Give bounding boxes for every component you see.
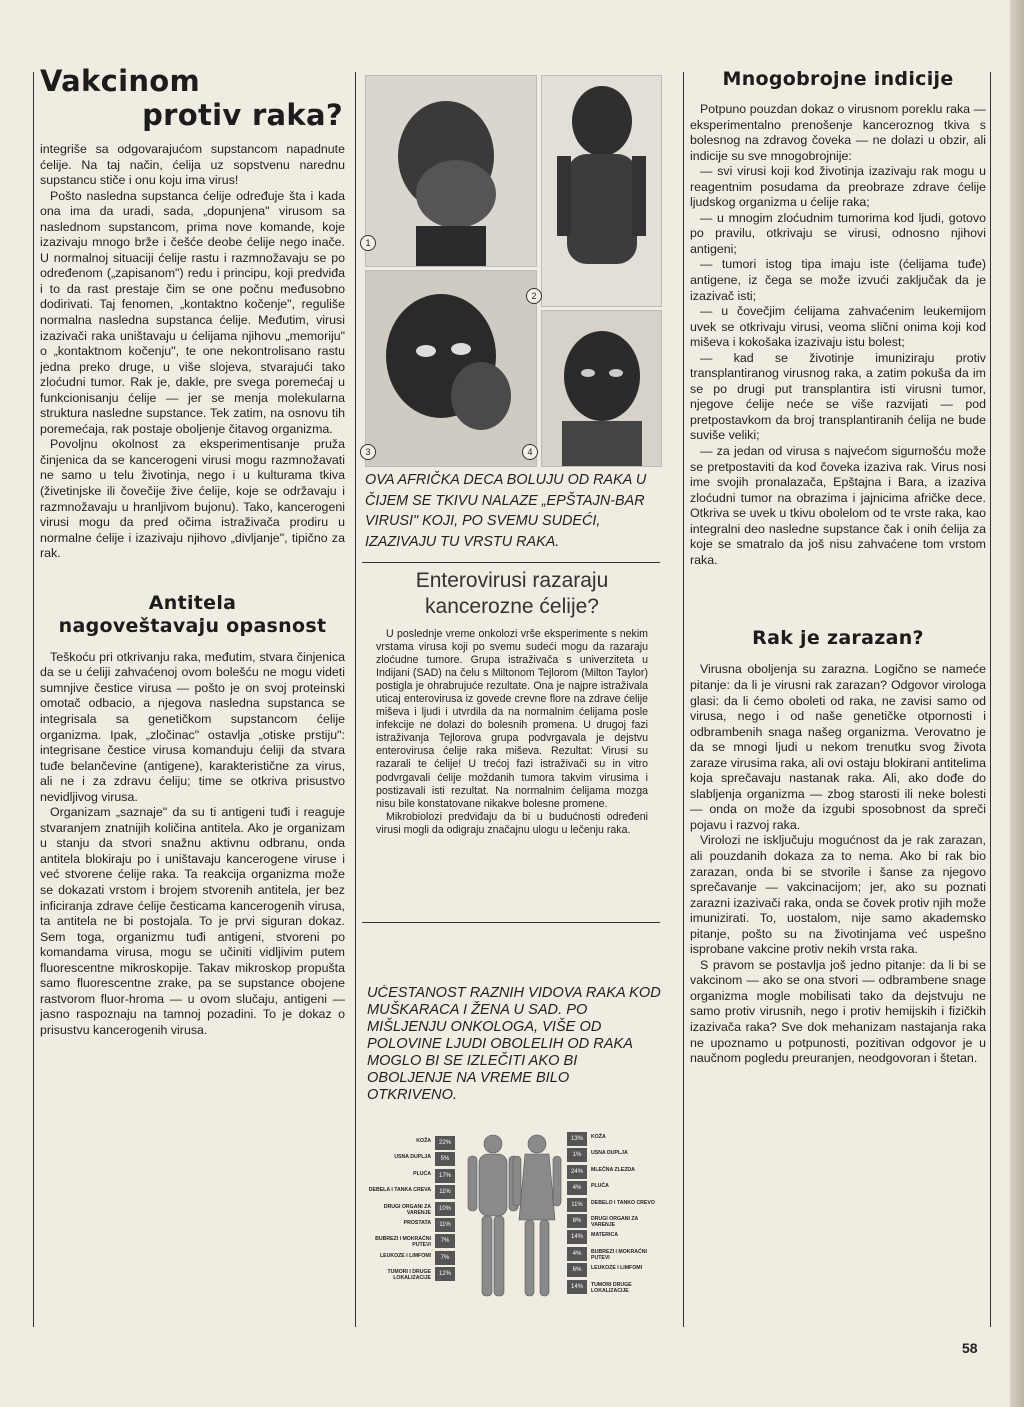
right-body-part2 bbox=[690, 662, 986, 1066]
chart-row-men bbox=[365, 1218, 465, 1232]
photo-child-4-image bbox=[542, 311, 661, 466]
photo-child-4 bbox=[541, 310, 662, 467]
chart-label: PLUĆA bbox=[591, 1183, 609, 1190]
chart-row-men bbox=[365, 1185, 465, 1199]
paragraph: — u mnogim zloćudnim tumorima kod ljudi, gotovo po pravilu, otkrivaju se virusi, odnosno njihovi antigeni; bbox=[690, 210, 986, 256]
chart-value: 12% bbox=[435, 1267, 455, 1281]
chart-row-men bbox=[365, 1169, 465, 1183]
chart-row-women bbox=[567, 1181, 665, 1195]
chart-row-women bbox=[567, 1280, 665, 1294]
photo-caption: OVA AFRIČKA DECA BOLUJU OD RAKA U ČIJEM SE TKIVU NALAZE „EPŠTAJN-BAR VIRUSI" KOJI, PO SVEMU SUDEĆI, IZAZIVAJU TU VRSTU RAKA. bbox=[365, 472, 647, 550]
right-subhead: Rak je zarazan? bbox=[752, 627, 924, 650]
chart-label: LEUKOZE I LIMFOMI bbox=[591, 1265, 643, 1272]
rule-mid-left bbox=[355, 72, 356, 1327]
article-title-line2: protiv raka? bbox=[142, 98, 343, 132]
chart-caption: UČESTANOST RAZNIH VIDOVA RAKA KOD MUŠKARACA I ŽENA U SAD. PO MIŠLJENJU ONKOLOGA, VIŠE OD POLOVINE LJUDI OBOLELIH OD RAKA MOGLO BI SE IZLEČITI AKO BI OBOLJENJE NA VREME BILO OTKRIVENO. bbox=[367, 985, 661, 1103]
subhead-line2: nagoveštavaju opasnost bbox=[58, 614, 327, 637]
chart-value: 10% bbox=[435, 1202, 455, 1216]
article-title-line1: Vakcinom bbox=[40, 64, 201, 98]
chart-row-women bbox=[567, 1132, 665, 1146]
paragraph: Mikrobiolozi predviđaju da bi u budućnosti određeni virusi mogli da odigraju značajnu ulogu u lečenju raka. bbox=[376, 810, 648, 836]
paragraph: Teškoću pri otkrivanju raka, međutim, stvara činjenica da se u ćeliji zahvaćenoj ovom bolešću ne mogu videti sumnjive čestice virusa — pošto je on svoj proteinski omotač odbacio, a njegova nasledna supstanca se integrisala sa genetičkom supstancom ćelije organizma. Ipak, „zločinac" ostavlja „otiske prstiju": integrisane čestice virusa komanduju ćeliji da stvara tuđe belančevine (antigene), karakteristične za virus, ali ne i za zdravu ćeliju; time se otkriva prisustvo nevidljivog virusa. bbox=[40, 649, 345, 804]
chart-label: LEUKOZE I LIMFOMI bbox=[379, 1252, 431, 1259]
box-title-line1: Enterovirusi razaraju bbox=[415, 569, 609, 592]
chart-row-women bbox=[567, 1198, 665, 1212]
chart-value: 7% bbox=[435, 1234, 455, 1248]
paragraph: — tumori istog tipa imaju iste (ćelijama tuđe) antigene, iz čega se može izvući zaključak da je izazivač isti; bbox=[690, 257, 986, 303]
chart-value: 4% bbox=[567, 1247, 587, 1261]
chart-value: 22% bbox=[435, 1136, 455, 1150]
photo-number-1: 1 bbox=[360, 235, 376, 251]
rule-mid-right bbox=[683, 72, 684, 1327]
box-rule-top bbox=[362, 562, 660, 563]
chart-value: 11% bbox=[435, 1185, 455, 1199]
box-rule-bottom bbox=[362, 922, 660, 923]
photo-child-3-image bbox=[366, 271, 536, 466]
chart-label: DRUGI ORGANI ZA VARENJE bbox=[591, 1216, 639, 1228]
chart-row-men bbox=[365, 1234, 465, 1248]
right-column bbox=[690, 66, 986, 1306]
chart-row-men bbox=[365, 1152, 465, 1166]
chart-label: TUMORI DRUGE LOKALIZACIJE bbox=[591, 1281, 632, 1294]
chart-label: KOŽA bbox=[591, 1134, 606, 1140]
photo-child-1 bbox=[365, 75, 537, 267]
chart-label: TUMORI I DRUGE LOKALIZACIJE bbox=[387, 1269, 431, 1282]
chart-label: DRUGI ORGANI ZA VARENJE bbox=[383, 1203, 431, 1216]
box-title-line2: kancerozne ćelije? bbox=[425, 595, 599, 618]
right-title: Mnogobrojne indicije bbox=[722, 68, 954, 90]
right-body-part1 bbox=[690, 102, 986, 568]
subhead bbox=[40, 592, 345, 638]
paragraph: Potpuno pouzdan dokaz o virusnom poreklu raka — eksperimentalno prenošenje kanceroznog tkiva s bolesnog na zdravog čoveka — ne dolazi u obzir, ali indicije su sve mnogobrojnije: bbox=[690, 102, 986, 163]
chart-label: DEBELO I TANKO CREVO bbox=[591, 1199, 655, 1206]
paragraph: integriše sa odgovarajućom supstancom napadnute ćelije. Na taj način, ćelija uz sopstvenu narednu supstancu stiče i onu koju ima virus! bbox=[40, 142, 345, 188]
chart-value: 7% bbox=[435, 1251, 455, 1265]
paragraph: Organizam „saznaje" da su ti antigeni tuđi i reaguje stvaranjem znatnijih količina antitela. Ako je organizam u stanju da stvori snažnu aktivnu odbranu, onda antitela blokiraju po i uništavaju kancerogene viruse i već stvorene ćelije raka. Ta reakcija organizma može se dokazati vrstom i brojem stvorenih antitela, jer bez inficiranja zdrave ćelije česticama kancerogenih virusa, ta antitela ne bi postojala. To je prvi siguran dokaz. Sem toga, organizmu tuđi antigeni, stvoreni po komandama virusa, mogu se učiniti vidljivim putem fluorescentne mikroskopije. Takav mikroskop propušta samo fluorescentne zrake, pa se supstance obojene rastvorom fluor-hroma — u ovom slučaju, antigeni — jasno raspoznaju na tamnoj pozadini. To je dokaz o prisustvu kancerogenih virusa. bbox=[40, 805, 345, 1037]
photo-child-1-image bbox=[366, 76, 536, 266]
photo-number-3: 3 bbox=[360, 444, 376, 460]
chart-row-women bbox=[567, 1230, 665, 1244]
chart-value: 4% bbox=[567, 1181, 587, 1195]
paragraph: Povoljnu okolnost za eksperimentisanje pruža činjenica da se kancerogeni virusi mogu razmnožavati ne samo u telu životinja, nego i u kulturama tkiva (živetinjske ili čovečije žive ćelije, koje se održavaju i razmnožavaju u hranljivom bujonu). Tako, kancerogeni virusi mogu da pred očima istraživača prodiru u normalne ćelije i izazivaju njihovo „divljanje", tipično za rak. bbox=[40, 437, 345, 561]
chart-value: 11% bbox=[567, 1198, 587, 1212]
paragraph: U poslednje vreme onkolozi vrše eksperimente s nekim vrstama virusa koji po svemu sudeći mogu da razaraju zloćudne tumore. Grupa istraživača s univerziteta u Indijani (SAD) na čelu s Miltonom Tejlorom (Milton Taylor) postigla je ohrabrujuće rezultate. Ona je najpre istraživala uticaj enterovirusa iz govede crevne flore na zdrave ćelije miševa i ljudi i utvrdila da na normalnim ćelijama posle infekcije ne dolazi do bolesnih promena. U drugoj fazi istraživanja Tejlorova grupa podvrgavala je dejstvu enterovirusa ćelije raka miševa. Rezultat: Virusi su razarali te ćelije! U trećoj fazi istraživači su in vitro podvrgavali ćelije moždanih tumora takvim virusima i postizavali isti rezultat. Na normalnim ćelijama mozga nisu bile konstatovane nikakve bolesne promene. bbox=[376, 628, 648, 810]
box-body bbox=[362, 628, 662, 837]
chart-row-women bbox=[567, 1214, 665, 1228]
chart-value: 11% bbox=[435, 1218, 455, 1232]
photo-child-3 bbox=[365, 270, 537, 467]
photo-number-4: 4 bbox=[522, 444, 538, 460]
chart-value: 6% bbox=[567, 1263, 587, 1277]
photo-child-2 bbox=[541, 75, 662, 307]
chart-value: 24% bbox=[567, 1165, 587, 1179]
left-column bbox=[40, 64, 345, 1354]
chart-row-women bbox=[567, 1165, 665, 1179]
chart-value: 1% bbox=[567, 1148, 587, 1162]
chart-label: DEBELA I TANKA CREVA bbox=[368, 1187, 431, 1194]
chart-row-men bbox=[365, 1202, 465, 1216]
chart-value: 8% bbox=[567, 1214, 587, 1228]
chart-label: USNA DUPLJA bbox=[591, 1150, 628, 1157]
page-edge-shadow bbox=[1010, 0, 1024, 1407]
paragraph: — za jedan od virusa s najvećom sigurnošću može se pretpostaviti da kod čoveka izaziva rak. Virus nosi ime svojih pronalazača, Epštajna i Bara, a izaziva zloćudni tumor na obrazima i jajnicima afričke dece. Otkriva se uvek u tkivu obolelom od te vrste raka, kao integralni deo nasledne supstance čak i onih ćelija za koje se smatralo da još nisu zahvaćene tom vrstom raka. bbox=[690, 444, 986, 567]
box-title bbox=[362, 568, 662, 620]
chart-label: BUBREZI I MOKRAĆNI PUTEVI bbox=[375, 1236, 431, 1249]
article-body-part1 bbox=[40, 142, 345, 562]
rule-right bbox=[990, 72, 991, 1327]
photo-child-2-image bbox=[542, 76, 661, 306]
paragraph: — svi virusi koji kod životinja izazivaju rak mogu u reagentnim posudama da preobraze zdrave ćelije ljudskog organizma u ćelije raka; bbox=[690, 164, 986, 210]
chart-value: 5% bbox=[435, 1152, 455, 1166]
chart-value: 14% bbox=[567, 1280, 587, 1294]
chart-label: BUBREZI I MOKRAĆNI PUTEVI bbox=[591, 1248, 647, 1261]
chart-row-women bbox=[567, 1148, 665, 1162]
article-body-part2 bbox=[40, 650, 345, 1039]
chart-label: MATERICA bbox=[591, 1232, 618, 1239]
chart-label: USNA DUPLJA bbox=[394, 1154, 431, 1161]
paragraph: Pošto nasledna supstanca ćelije određuje šta i kada ona ima da uradi, sada, „dopunjena" virusom sa naslednom supstancom, prima nove komande, koje izazivaju mnogo brže i češće deobe ćelije nego inače. U normalnoj situaciji ćelije rastu i razmnožavaju se po određenom („zapisanom") redu i principu, koji predviđa i to da rast prestaje čim se one počnu međusobno dodirivati. Taj fenomen, „kontaktno kočenje", reguliše normalna nasledna supstanca ćelije. Međutim, virusi izazivači raka uništavaju u ćelijama njihovu „memoriju" o „kontaktnom kočenju", te one nekontrolisano rastu jedna preko druge, u više slojeva, stvarajući tako zloćudni tumor. Rak je, dakle, pre svega poremećaj u funkcionisanju ćelije — jer se menja molekularna struktura nasledne supstance. Tek zatim, na osnovu tih poremećaja, rak postaje oboljenje čitavog organizma. bbox=[40, 188, 345, 436]
rule-left bbox=[33, 72, 34, 1327]
chart-row-men bbox=[365, 1136, 465, 1150]
paragraph: S pravom se postavlja još jedno pitanje: da li bi se vakcinom — ako se ona stvori — odbrambene snage organizma mogle mobilisati tako da dejstvuju ne samo protiv virusnih, nego i protiv hemijskih i fizičkih izazivača raka? Sve dok mehanizam nastajanja raka ne upoznamo u potpunosti, pozitivan odgovor je u naučnom pogledu preuranjen, neodgovoran i štetan. bbox=[690, 957, 986, 1066]
chart-label: KOŽA bbox=[416, 1138, 431, 1144]
subhead-line1: Antitela bbox=[148, 591, 237, 614]
enterovirus-box bbox=[362, 568, 662, 918]
chart-label: PROSTATA bbox=[403, 1220, 431, 1226]
chart-value: 14% bbox=[567, 1230, 587, 1244]
paragraph: — kad se životinje imuniziraju protiv transplantiranog virusnog raka, a zatim pokuša da im se po drugi put transplantira isti virusni tumor, njegove ćelije neće se više razvijati — pod pretpostavkom da broj transplantiranih ćelija ne bude suviše veliki; bbox=[690, 350, 986, 443]
chart-label: PLUĆA bbox=[413, 1170, 431, 1177]
paragraph: Virusna oboljenja su zarazna. Logično se nameće pitanje: da li je virusni rak zarazan? Odgovor virologa glasi: da li ćemo oboleti od raka, ne zavisi samo od virusa, nego i od naše genetičke otpornosti i odbrambenih snaga našeg organizma. Verovatno je da se mnogi ljudi u nekom trenutku svog života zaraze virusima raka, ali ovi ostaju blokirani antitelima koja sprečavaju nastanak raka. Ali, ako dođe do slabljenja organizma — zbog starosti ili neke bolesti— onda on može da izgubi sposobnost da spreči pojavu i razvoj raka. bbox=[690, 662, 986, 832]
page-number: 58 bbox=[962, 1340, 978, 1356]
chart-label: MLEČNA ZLEZDA bbox=[591, 1166, 635, 1173]
photo-number-2: 2 bbox=[526, 288, 542, 304]
paragraph: — u čovečjim ćelijama zahvaćenim leukemijom uvek se otkrivaju virusi, veoma slični onima koji kod miševa i kokošaka izazivaju istu bolest; bbox=[690, 304, 986, 350]
cancer-frequency-chart bbox=[365, 1130, 665, 1310]
paragraph: Virolozi ne isključuju mogućnost da je rak zarazan, ali pouzdanih dokaza za to nema. Ako bi rak bio zarazan, onda bi se stvorile i šanse za njegovo sprečavanje — vakcinacijom; jer, ako su poznati zarazni izazivači raka, onda se čovek protiv njih može imunizirati. To, uostalom, nije samo akademsko pitanje, pošto su na životinjama već uspešno isprobane vakcine protiv nekih vrsta raka. bbox=[690, 833, 986, 957]
chart-value: 13% bbox=[567, 1132, 587, 1146]
chart-row-men bbox=[365, 1251, 465, 1265]
chart-row-women bbox=[567, 1247, 665, 1261]
chart-row-men bbox=[365, 1267, 465, 1281]
chart-row-women bbox=[567, 1263, 665, 1277]
chart-value: 17% bbox=[435, 1169, 455, 1183]
